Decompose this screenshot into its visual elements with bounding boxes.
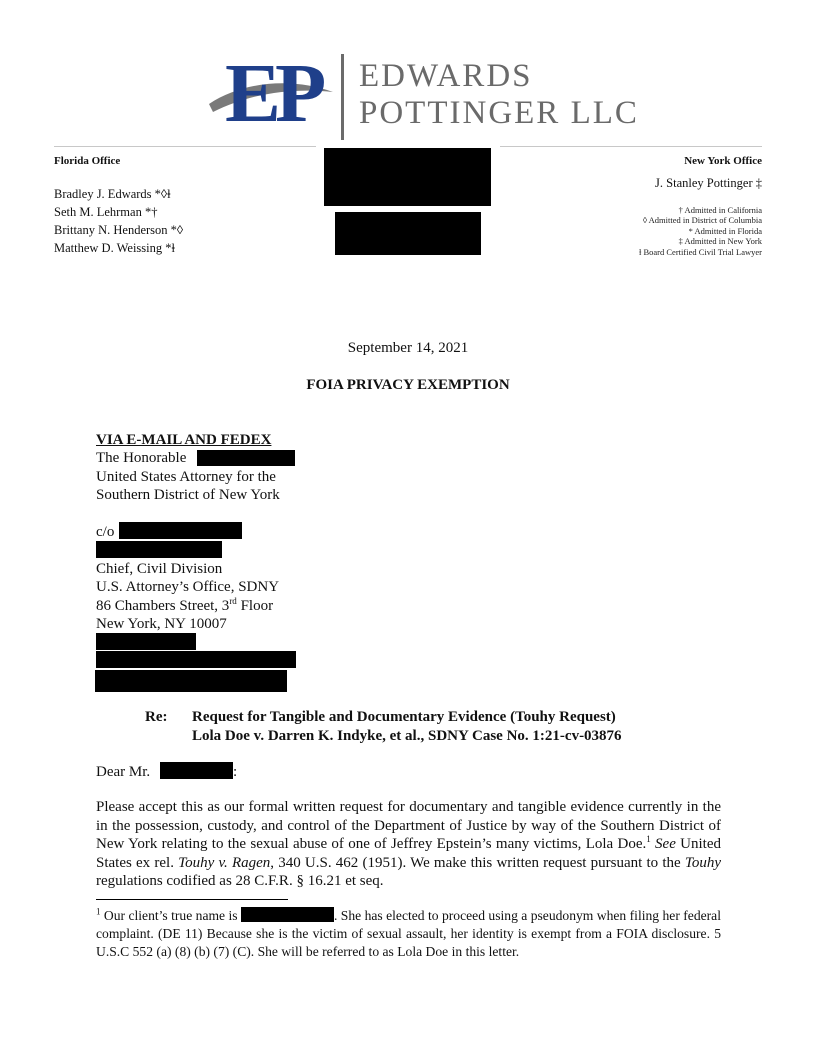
redaction-block: [95, 670, 287, 692]
redaction-block: [324, 148, 491, 206]
header-rule-right: [500, 146, 762, 147]
redaction-block: [96, 633, 196, 650]
admission-item: * Admitted in Florida: [688, 225, 762, 236]
foia-exemption-heading: FOIA PRIVACY EXEMPTION: [306, 377, 510, 393]
redaction-block: [96, 651, 296, 668]
letter-date: September 14, 2021: [347, 340, 469, 356]
footnote: $^1$ Our client’s true name is . She has elected to proceed using a pseudonym when filing her federal complaint. (DE 11) Because she is the victim of sexual assault, her identity is exempt from a FOIA disclosure. 5 U.S.C 552 (a) (8) (b) (7) (C). She will be referred to as Lola Doe in this letter.: [96, 906, 721, 959]
admission-legend: [639, 205, 762, 257]
redaction-block: [160, 762, 233, 779]
recipient-honorific: The Honorable: [96, 450, 187, 466]
redaction-block: [96, 541, 222, 558]
admission-item: † Admitted in California: [678, 205, 762, 215]
care-of-label: c/o: [96, 524, 115, 540]
logo-divider: [341, 54, 344, 140]
redaction-block: [335, 212, 481, 255]
firm-name-line1: EDWARDS: [359, 58, 533, 94]
header-rule-left: [54, 146, 316, 147]
recipient-street: 86 Chambers Street, 3rd Floor: [96, 596, 274, 614]
greeting-colon: :: [233, 764, 238, 780]
greeting: Dear Mr.: [96, 764, 151, 780]
recipient-city: New York, NY 10007: [96, 616, 227, 632]
florida-office-heading: Florida Office: [54, 155, 121, 167]
re-label: Re:: [145, 709, 168, 725]
admission-item: ‡ Admitted in New York: [678, 236, 762, 247]
monogram-text: EP: [225, 47, 321, 140]
recipient-line: United States Attorney for the: [96, 469, 276, 485]
admission-item: ⱡ Board Certified Civil Trial Lawyer: [639, 246, 762, 257]
footnote-rule: [96, 899, 288, 900]
re-subject: Request for Tangible and Documentary Evidence (Touhy Request) Lola Doe v. Darren K. Indyke, et al., SDNY Case No. 1:21-cv-03876: [192, 709, 622, 744]
redaction-block: [119, 522, 242, 539]
recipient-office: U.S. Attorney’s Office, SDNY: [96, 579, 280, 595]
firm-name-line2: POTTINGER LLC: [359, 95, 639, 131]
ny-attorney: J. Stanley Pottinger ‡: [655, 176, 762, 190]
request-paragraph: Please accept this as our formal written request for documentary and tangible evidence currently in the in the possession, custody, and control of the Department of Justice by way of the Southern District of New York relating to the sexual abuse of one of Jeffrey Epstein’s many victims, Lola Doe.$^1$ See United States ex rel. Touhy v. Ragen, 340 U.S. 462 (1951). We make this written request pursuant to the Touhy regulations codified as 28 C.F.R. § 16.21 et seq.: [96, 799, 721, 889]
delivery-method: VIA E-MAIL AND FEDEX: [96, 432, 272, 448]
attorney-name: Matthew D. Weissing *ⱡ: [54, 241, 175, 255]
footnote-reference: 1: [646, 834, 651, 844]
redaction-block: [197, 450, 295, 466]
attorney-name: Brittany N. Henderson *◊: [54, 223, 184, 237]
recipient-title: Chief, Civil Division: [96, 561, 223, 577]
attorney-name: Bradley J. Edwards *◊ⱡ: [54, 187, 171, 201]
florida-attorney-list: [54, 185, 183, 257]
attorney-name: Seth M. Lehrman *†: [54, 205, 158, 219]
admission-item: ◊ Admitted in District of Columbia: [642, 215, 762, 226]
firm-logo: [205, 47, 337, 142]
ny-office-heading: New York Office: [684, 155, 762, 167]
redaction-inline: [241, 907, 334, 922]
recipient-line: Southern District of New York: [96, 487, 280, 503]
